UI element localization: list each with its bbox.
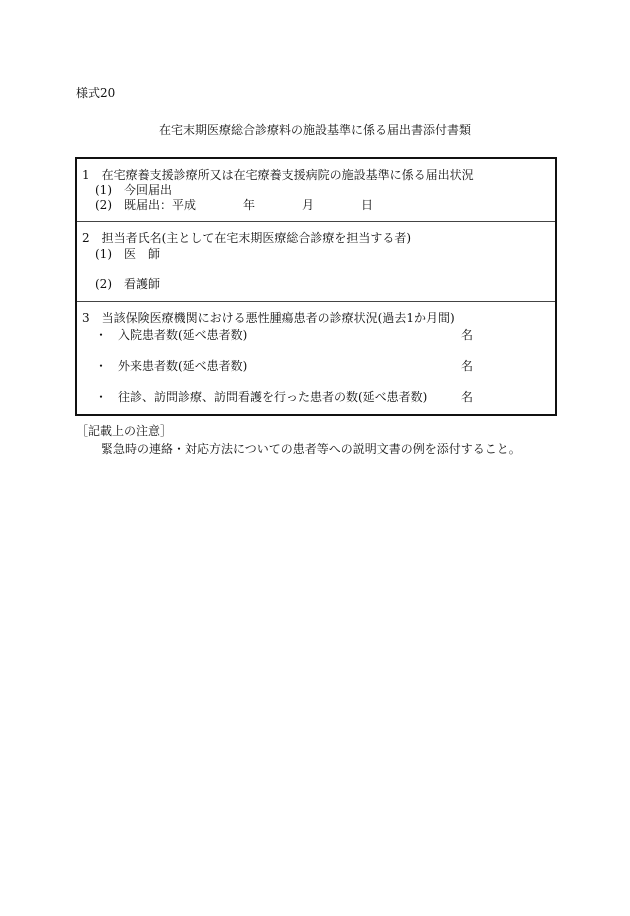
divider xyxy=(77,301,555,302)
section1-item1: (1) 今回届出 xyxy=(95,183,172,197)
divider xyxy=(77,221,555,222)
section1-heading: 1 在宅療養支援診療所又は在宅療養支援病院の施設基準に係る届出状況 xyxy=(82,168,474,182)
bullet: ・ xyxy=(95,328,108,342)
section2-heading: 2 担当者氏名(主として在宅末期医療総合診療を担当する者) xyxy=(82,231,412,245)
section2-item2: (2) 看護師 xyxy=(95,277,160,291)
unit-label: 名 xyxy=(461,390,474,404)
month-label: 月 xyxy=(302,198,315,212)
section1-item2: (2) 既届出：平成 xyxy=(95,198,196,212)
year-label: 年 xyxy=(243,198,256,212)
section3-heading: 3 当該保険医療機関における悪性腫瘍患者の診療状況(過去1か月間) xyxy=(82,311,455,325)
notes-text: 緊急時の連絡・対応方法についての患者等への説明文書の例を添付すること。 xyxy=(101,442,521,456)
outpatient-count-label: 外来患者数(延べ患者数) xyxy=(118,359,248,373)
unit-label: 名 xyxy=(461,328,474,342)
form-number: 様式20 xyxy=(76,86,116,100)
unit-label: 名 xyxy=(461,359,474,373)
section2-item1: (1) 医 師 xyxy=(95,247,160,261)
home-visit-count-label: 往診、訪問診療、訪問看護を行った患者の数(延べ患者数) xyxy=(118,390,428,404)
bullet: ・ xyxy=(95,390,108,404)
page-title: 在宅末期医療総合診療料の施設基準に係る届出書添付書類 xyxy=(158,123,471,137)
notes-heading: ［記載上の注意］ xyxy=(76,424,173,438)
bullet: ・ xyxy=(95,359,108,373)
inpatient-count-label: 入院患者数(延べ患者数) xyxy=(118,328,248,342)
day-label: 日 xyxy=(361,198,374,212)
